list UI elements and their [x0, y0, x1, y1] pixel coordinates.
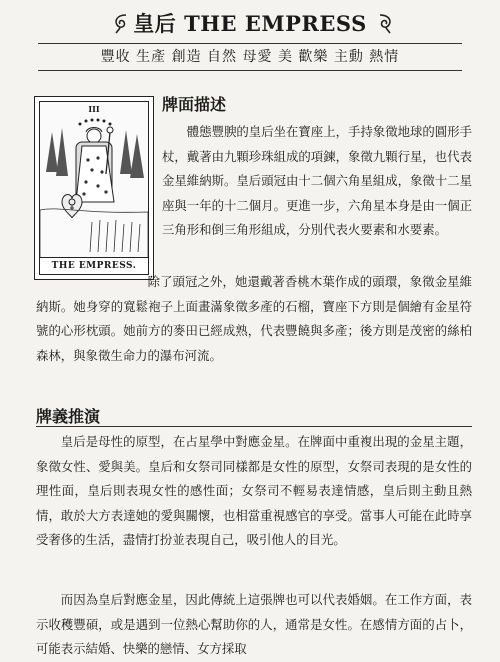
- empress-figure-icon: [40, 102, 148, 258]
- section-divider: [36, 426, 472, 427]
- scroll-ornament-icon: [374, 12, 398, 34]
- tarot-card: [34, 96, 154, 280]
- paragraph: 而因為皇后對應金星，因此傳統上這張牌也可以代表婚姻。在工作方面，表示收穫豐碩，或是遇到一位熱心幫助你的人，通常是女性。在感情方面的占卜，可能表示結婚、快樂的戀情、女方採取: [36, 592, 472, 656]
- paragraph: 體態豐腴的皇后坐在寶座上，手持象徵地球的圓形手杖，戴著由九顆珍珠組成的項鍊，象徵九顆行星，也代表金星維納斯。皇后頭冠由十二個六角星組成，象徵十二星座與一年的十二個月。更進一步，六角星本身是由一個正三角形和倒三角形組成，分別代表火要素和水要素。: [162, 124, 472, 237]
- card-name: THE EMPRESS.: [40, 257, 148, 274]
- keywords-band: 豐收 生產 創造 自然 母愛 美 歡樂 主動 熱情: [38, 43, 462, 71]
- section-title-card-meaning: 牌義推演: [36, 407, 101, 426]
- page-title-row: [0, 8, 500, 38]
- section-title-card-description: 牌面描述: [162, 95, 227, 114]
- paragraph: 皇后是母性的原型，在占星學中對應金星。在牌面中重複出現的金星主題，象徵女性、愛與美。皇后和女祭司同樣都是女性的原型，女祭司表現的是女性的理性面，皇后則表現女性的感性面；女祭司不輕易表達情感，皇后則主動且熱情，敢於大方表達她的愛與關懷，也相當重視感官的享受。當事人可能在此時享受奢侈的生活，盡情打扮並表現自己，吸引他人的目光。: [36, 434, 472, 547]
- paragraph: 除了頭冠之外，她還戴著香桃木葉作成的頭環，象徵金星維納斯。她身穿的寬鬆袍子上面畫滿象徵多產的石榴，寶座下方則是個繪有金星符號的心形枕頭。她前方的麥田已經成熟，代表豐饒與多產；後方則是茂密的絲柏森林，與象徵生命力的瀑布河流。: [36, 274, 472, 363]
- card-number: III: [88, 104, 100, 114]
- page-title: 皇后 THE EMPRESS: [133, 11, 367, 36]
- page-header: [0, 4, 500, 44]
- tarot-card-illustration: [39, 101, 149, 275]
